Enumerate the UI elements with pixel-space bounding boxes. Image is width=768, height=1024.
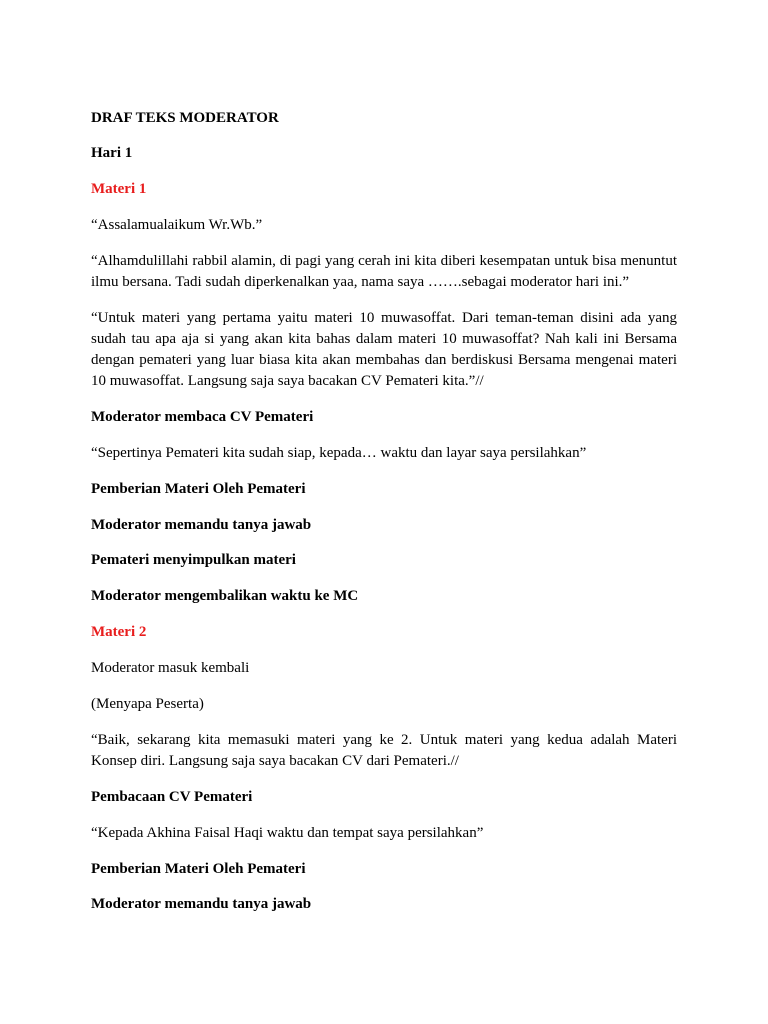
paragraph-line: dengan pemateri yang luar biasa kita akan membahas dan berdiskusi Bersama mengenai materi (91, 351, 677, 368)
step-qa: Moderator memandu tanya jawab (91, 896, 312, 913)
handover-line: “Sepertinya Pemateri kita sudah siap, kepada… waktu dan layar saya persilahkan” (91, 444, 587, 461)
paragraph-line: Konsep diri. Langsung saja saya bacakan CV dari Pemateri.// (91, 752, 459, 769)
paragraph-line: sudah tau apa aja si yang akan kita bahas dalam materi 10 muwasoffat? Nah kali ini Bersama (91, 330, 677, 347)
greeting-line: “Assalamualaikum Wr.Wb.” (91, 217, 263, 234)
greet-participants-line: (Menyapa Peserta) (91, 695, 204, 712)
document-page (91, 108, 677, 931)
materi-2-intro-paragraph (91, 730, 677, 772)
paragraph-line: ilmu bersana. Tadi sudah diperkenalkan yaa, nama saya …….sebagai moderator hari ini.” (91, 274, 630, 291)
step-qa: Moderator memandu tanya jawab (91, 516, 312, 533)
materi-2-heading: Materi 2 (91, 624, 147, 641)
reenter-line: Moderator masuk kembali (91, 660, 250, 677)
step-read-cv: Moderator membaca CV Pemateri (91, 408, 314, 425)
step-read-cv: Pembacaan CV Pemateri (91, 788, 253, 805)
step-conclude: Pemateri menyimpulkan materi (91, 552, 296, 569)
paragraph-line: “Untuk materi yang pertama yaitu materi 10 muwasoffat. Dari teman-teman disini ada yang (91, 309, 677, 326)
day-heading: Hari 1 (91, 145, 133, 162)
handover-line: “Kepada Akhina Faisal Haqi waktu dan tempat saya persilahkan” (91, 824, 484, 841)
paragraph-line: 10 muwasoffat. Langsung saja saya bacakan CV Pemateri kita.”// (91, 372, 484, 389)
paragraph-line: “Baik, sekarang kita memasuki materi yang ke 2. Untuk materi yang kedua adalah Materi (91, 731, 677, 748)
step-return-to-mc: Moderator mengembalikan waktu ke MC (91, 588, 359, 605)
materi-1-intro-paragraph (91, 308, 677, 392)
step-delivery: Pemberian Materi Oleh Pemateri (91, 480, 306, 497)
document-title: DRAF TEKS MODERATOR (91, 109, 279, 126)
materi-1-heading: Materi 1 (91, 181, 147, 198)
opening-paragraph (91, 251, 677, 293)
paragraph-line: “Alhamdulillahi rabbil alamin, di pagi yang cerah ini kita diberi kesempatan untuk bisa menuntut (91, 253, 677, 270)
step-delivery: Pemberian Materi Oleh Pemateri (91, 860, 306, 877)
